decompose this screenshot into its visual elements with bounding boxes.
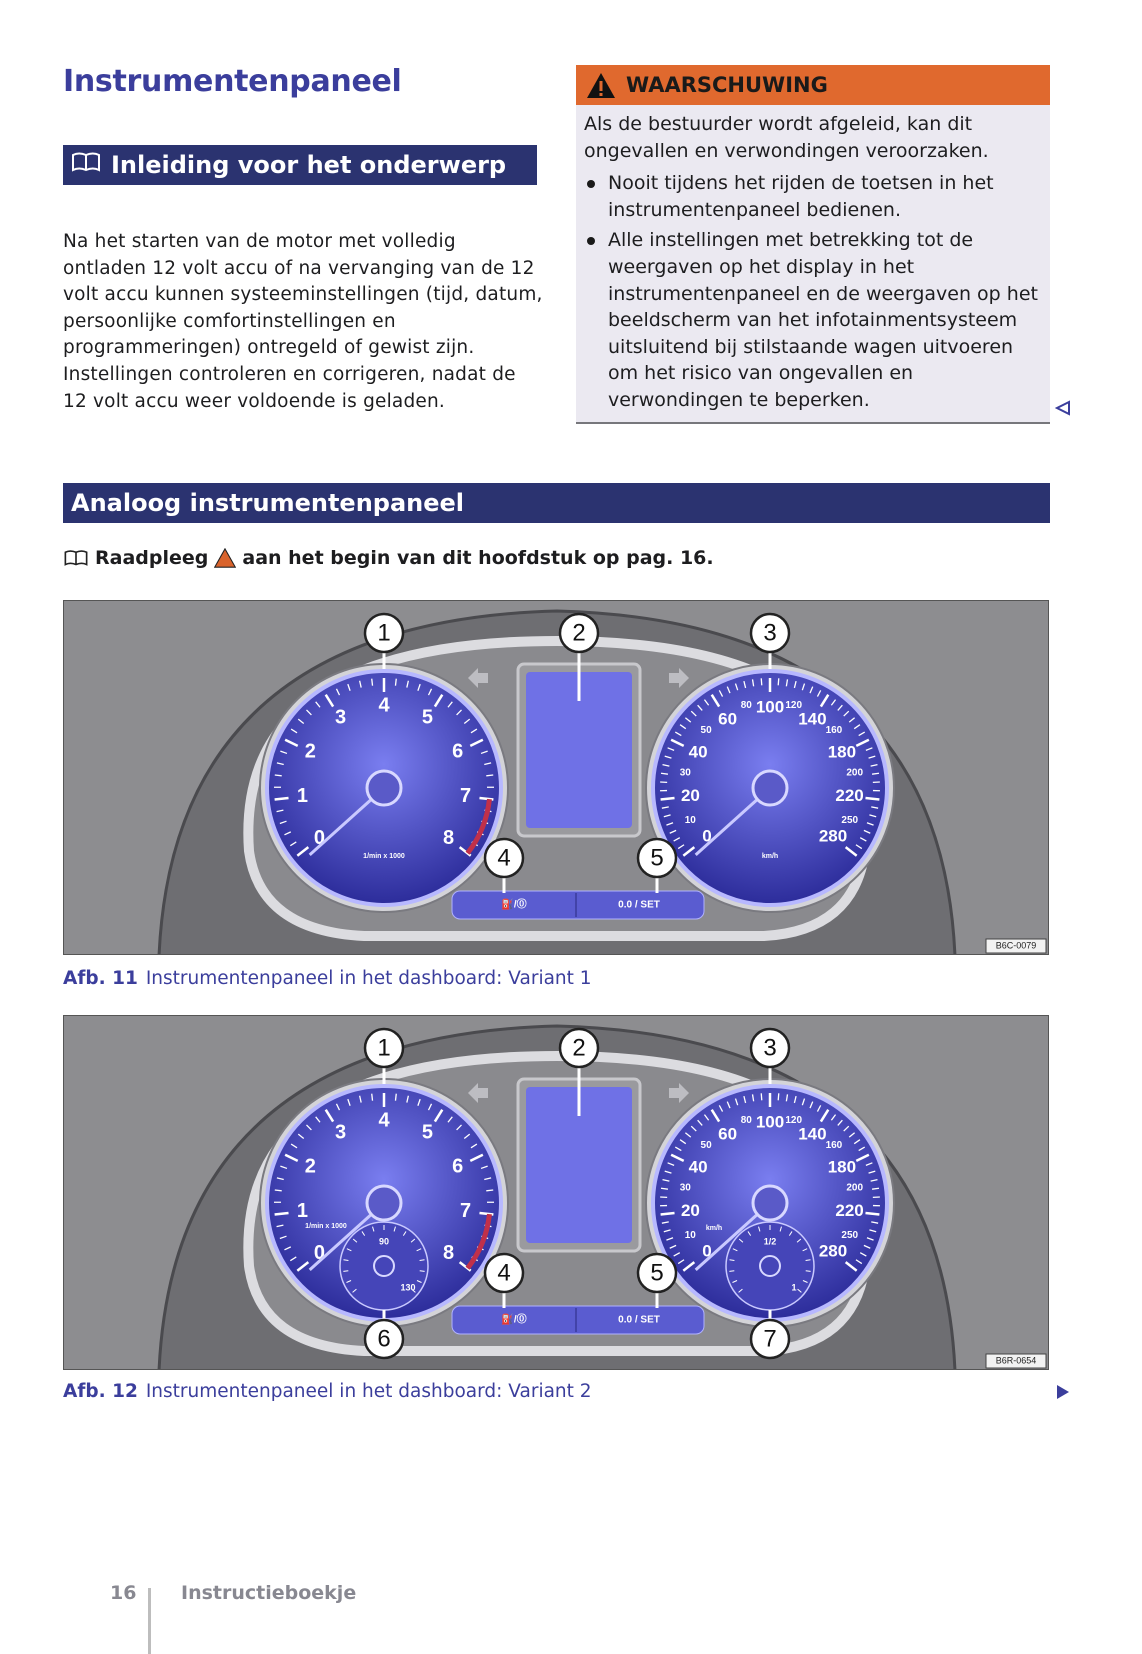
tach-label: 2	[304, 740, 316, 763]
section-heading-bar	[63, 483, 1050, 523]
warning-title: WAARSCHUWING	[626, 73, 828, 97]
tach-label: 7	[459, 1199, 472, 1222]
figure-caption-text: Instrumentenpaneel in het dashboard: Variant 1	[145, 968, 592, 989]
intro-heading-bar	[63, 145, 537, 185]
tach-label: 0	[313, 1241, 325, 1264]
oil-temperature-gauge	[340, 1222, 428, 1310]
figure-caption	[63, 1381, 592, 1402]
gauge-tick	[778, 1093, 779, 1100]
footer-book-title: Instructieboekje	[181, 1582, 357, 1604]
speed-label: 60	[718, 709, 738, 729]
tach-label: 5	[421, 706, 434, 729]
callout-number: 4	[497, 1259, 511, 1287]
section-heading: Analoog instrumentenpaneel	[71, 489, 465, 517]
trip-reset-button[interactable]: ⛽/⓪	[501, 1314, 527, 1326]
warning-triangle-icon[interactable]	[214, 548, 236, 568]
button-panel	[452, 891, 704, 919]
tach-label: 4	[378, 694, 390, 717]
tach-label: 2	[304, 1155, 316, 1178]
speed-label: 80	[740, 1114, 752, 1126]
gauge-tick	[372, 679, 373, 686]
speed-label: 160	[825, 725, 843, 737]
callout-number: 1	[377, 619, 391, 647]
subgauge-tick	[420, 1271, 425, 1272]
gauge-tick	[275, 775, 282, 776]
speed-label: 280	[818, 1241, 848, 1261]
subgauge-dial	[726, 1222, 814, 1310]
gauge-tick	[395, 679, 396, 686]
set-button[interactable]: 0.0 / SET	[618, 1314, 660, 1326]
speed-label: 30	[679, 767, 691, 779]
figure-dashboard-variant-2	[63, 1015, 1049, 1370]
trip-reset-button[interactable]: ⛽/⓪	[501, 899, 527, 911]
tach-label: 0	[313, 826, 325, 849]
needle-hub	[367, 1186, 401, 1220]
warning-triangle-icon	[586, 72, 616, 99]
tach-label: 6	[452, 740, 464, 763]
button-panel	[452, 1306, 704, 1334]
gauge-tick	[372, 1094, 373, 1101]
speed-label: 10	[684, 814, 696, 826]
gauge-tick	[761, 1093, 762, 1100]
speed-label: 60	[718, 1124, 738, 1144]
speed-label: 0	[702, 1241, 712, 1261]
book-icon	[63, 549, 89, 567]
speed-label: 180	[827, 1157, 857, 1177]
subgauge-label: 1	[791, 1282, 797, 1293]
subgauge-label: 130	[400, 1282, 416, 1293]
speed-label: 220	[835, 1200, 864, 1220]
gauge-tick	[486, 1190, 493, 1191]
footer-divider	[148, 1588, 151, 1654]
subgauge-tick	[806, 1271, 811, 1272]
subgauge-tick	[343, 1271, 348, 1272]
cluster-buttons	[452, 891, 704, 919]
speed-label: 280	[818, 826, 848, 846]
speed-label: 20	[680, 785, 700, 805]
figure-code: B6C-0079	[995, 940, 1037, 951]
callout-number: 3	[763, 619, 777, 647]
callout-number: 5	[650, 1259, 664, 1287]
subgauge-label: 1/2	[763, 1236, 777, 1247]
tach-label: 1	[296, 784, 309, 807]
callout-number: 7	[763, 1325, 777, 1353]
book-icon	[71, 151, 101, 179]
fuel-gauge	[726, 1222, 814, 1310]
page-title: Instrumentenpaneel	[63, 64, 402, 99]
speed-label: 140	[798, 1124, 827, 1144]
gauge-tick	[395, 1094, 396, 1101]
gauge-tick	[865, 798, 879, 799]
reference-text-after: aan het begin van dit hoofdstuk op pag. 16.	[242, 547, 714, 569]
gauge-tick	[778, 678, 779, 685]
tach-label: 7	[459, 784, 472, 807]
speed-label: 220	[835, 785, 864, 805]
speed-label: 100	[755, 1112, 785, 1132]
speed-label: 80	[740, 699, 752, 711]
tach-label: 4	[378, 1109, 390, 1132]
warning-bullet: Nooit tijdens het rijden de toetsen in het instrumentenpaneel bedienen.	[584, 170, 1040, 223]
subgauge-dial	[340, 1222, 428, 1310]
needle-hub	[367, 771, 401, 805]
cluster-buttons	[452, 1306, 704, 1334]
gauge-tick	[275, 1213, 289, 1214]
gauge-tick	[661, 798, 675, 799]
speed-label: 200	[846, 767, 864, 779]
reference-line	[63, 547, 714, 569]
warning-header	[576, 65, 1050, 105]
tach-label: 1	[296, 1199, 309, 1222]
speed-label: 250	[841, 814, 859, 826]
tach-unit-label: 1/min x 1000	[363, 852, 405, 860]
gauge-tick	[865, 1213, 879, 1214]
figure-label: Afb. 12	[63, 1381, 138, 1402]
speed-label: 200	[846, 1182, 864, 1194]
speed-label: 50	[700, 1140, 712, 1152]
speed-label: 180	[827, 742, 857, 762]
continue-triangle-icon	[1056, 1384, 1070, 1404]
gauge-tick	[275, 798, 289, 799]
speed-label: 30	[679, 1182, 691, 1194]
needle-hub	[753, 1186, 787, 1220]
speed-unit-label: km/h	[761, 852, 779, 860]
intro-paragraph: Na het starten van de motor met volledig ontladen 12 volt accu of na vervanging van de 12 volt accu kunnen systeeminstellingen (tijd, datum, persoonlijke comfortinstellingen en programmeringen) ontregeld of gewist zijn. Instellingen controleren en corrigeren, nadat de 12 volt accu weer voldoende is geladen.	[63, 231, 543, 412]
callout-number: 2	[572, 1034, 586, 1062]
speed-label: 0	[702, 826, 712, 846]
warning-intro: Als de bestuurder wordt afgeleid, kan dit ongevallen en verwondingen veroorzaken.	[584, 113, 989, 162]
tach-unit-label: 1/min x 1000	[305, 1222, 347, 1230]
speed-unit-label: km/h	[705, 1224, 723, 1232]
speed-label: 20	[680, 1200, 700, 1220]
tach-label: 3	[334, 1121, 347, 1144]
speed-label: 250	[841, 1229, 859, 1241]
speed-label: 10	[684, 1229, 696, 1241]
speed-label: 120	[785, 1114, 803, 1126]
callout-number: 2	[572, 619, 586, 647]
set-button[interactable]: 0.0 / SET	[618, 899, 660, 911]
speed-label: 50	[700, 725, 712, 737]
figure-code: B6R-0654	[995, 1355, 1037, 1366]
callout-number: 4	[497, 844, 511, 872]
callout-number: 1	[377, 1034, 391, 1062]
gauge-tick	[761, 678, 762, 685]
speed-label: 120	[785, 699, 803, 711]
speed-label: 160	[825, 1140, 843, 1152]
warning-box	[576, 65, 1050, 424]
intro-heading: Inleiding voor het onderwerp	[111, 151, 507, 179]
tach-label: 8	[443, 1241, 455, 1264]
page-number: 16	[110, 1582, 137, 1604]
figure-caption	[63, 968, 592, 989]
tach-label: 5	[421, 1121, 434, 1144]
speed-label: 40	[688, 1157, 708, 1177]
section-end-triangle-icon	[1055, 400, 1071, 420]
figure-dashboard-variant-1	[63, 600, 1049, 955]
speed-label: 140	[798, 709, 827, 729]
gauge-tick	[486, 775, 493, 776]
figure-caption-text: Instrumentenpaneel in het dashboard: Variant 2	[145, 1381, 592, 1402]
speed-label: 100	[755, 697, 785, 717]
figure-label: Afb. 11	[63, 968, 138, 989]
callout-number: 6	[377, 1325, 391, 1353]
gauge-tick	[275, 1190, 282, 1191]
tach-label: 8	[443, 826, 455, 849]
needle-hub	[753, 771, 787, 805]
reference-text-before: Raadpleeg	[95, 547, 209, 569]
speed-label: 40	[688, 742, 708, 762]
warning-bullet: Alle instellingen met betrekking tot de weergaven op het display in het instrumentenpaneel en de weergaven op het beeldscherm van het infotainmentsysteem uitsluitend bij stilstaande wagen uitvoeren om het risico van ongevallen en verwondingen te beperken.	[584, 227, 1040, 413]
callout-number: 3	[763, 1034, 777, 1062]
callout-number: 5	[650, 844, 664, 872]
gauge-tick	[661, 1213, 675, 1214]
tach-label: 3	[334, 706, 347, 729]
subgauge-label: 90	[378, 1236, 390, 1247]
subgauge-tick	[729, 1271, 734, 1272]
tach-label: 6	[452, 1155, 464, 1178]
